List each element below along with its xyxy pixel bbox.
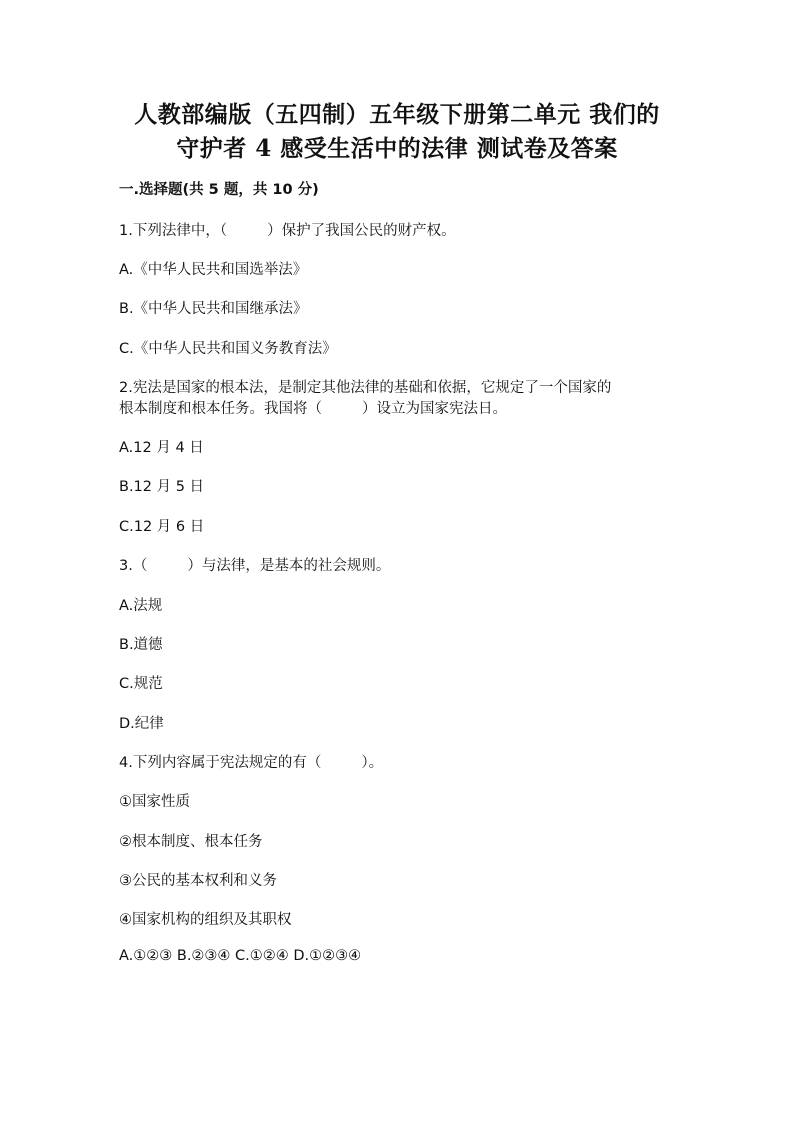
question-3-option-b: B.道德 bbox=[119, 637, 163, 653]
question-3-option-a: A.法规 bbox=[119, 598, 163, 614]
question-4-stem-part-a: 4.下列内容属于宪法规定的有（ bbox=[119, 755, 322, 771]
question-2-stem-part-a: 根本制度和根本任务。我国将（ bbox=[119, 401, 322, 417]
question-2-stem-line-2 bbox=[119, 397, 507, 418]
question-3-stem-part-b: ）与法律，是基本的社会规则。 bbox=[187, 558, 391, 574]
document-title-line-1: 人教部编版（五四制）五年级下册第二单元 我们的 bbox=[134, 101, 660, 128]
question-4-item-2: ②根本制度、根本任务 bbox=[119, 834, 263, 850]
question-1-option-c: C.《中华人民共和国义务教育法》 bbox=[119, 341, 337, 357]
question-4-item-4: ④国家机构的组织及其职权 bbox=[119, 912, 292, 928]
question-4-item-1: ①国家性质 bbox=[119, 794, 190, 810]
question-2-stem-part-b: ）设立为国家宪法日。 bbox=[362, 401, 507, 417]
question-3-stem-part-a: 3.（ bbox=[119, 558, 148, 574]
question-4-item-3: ③公民的基本权利和义务 bbox=[119, 873, 277, 889]
document-title-line-2: 守护者 4 感受生活中的法律 测试卷及答案 bbox=[176, 135, 618, 162]
question-1-stem bbox=[119, 219, 456, 240]
question-2-option-c: C.12 月 6 日 bbox=[119, 519, 205, 535]
question-4-options: A.①②③ B.②③④ C.①②④ D.①②③④ bbox=[119, 948, 362, 964]
question-2-option-a: A.12 月 4 日 bbox=[119, 440, 204, 456]
question-2-stem-line-1: 2.宪法是国家的根本法，是制定其他法律的基础和依据，它规定了一个国家的 bbox=[119, 380, 612, 396]
question-1-option-a: A.《中华人民共和国选举法》 bbox=[119, 262, 308, 278]
question-3-option-d: D.纪律 bbox=[119, 716, 164, 732]
question-4-stem bbox=[119, 751, 383, 772]
question-4-stem-part-b: ）。 bbox=[361, 755, 384, 771]
question-1-option-b: B.《中华人民共和国继承法》 bbox=[119, 301, 308, 317]
question-1-stem-part-a: 1.下列法律中，（ bbox=[119, 223, 228, 239]
question-2-option-b: B.12 月 5 日 bbox=[119, 479, 205, 495]
question-1-stem-part-b: ）保护了我国公民的财产权。 bbox=[267, 223, 456, 239]
question-3-stem bbox=[119, 554, 390, 575]
section-heading: 一.选择题(共 5 题，共 10 分) bbox=[119, 182, 319, 198]
question-3-option-c: C.规范 bbox=[119, 676, 163, 692]
